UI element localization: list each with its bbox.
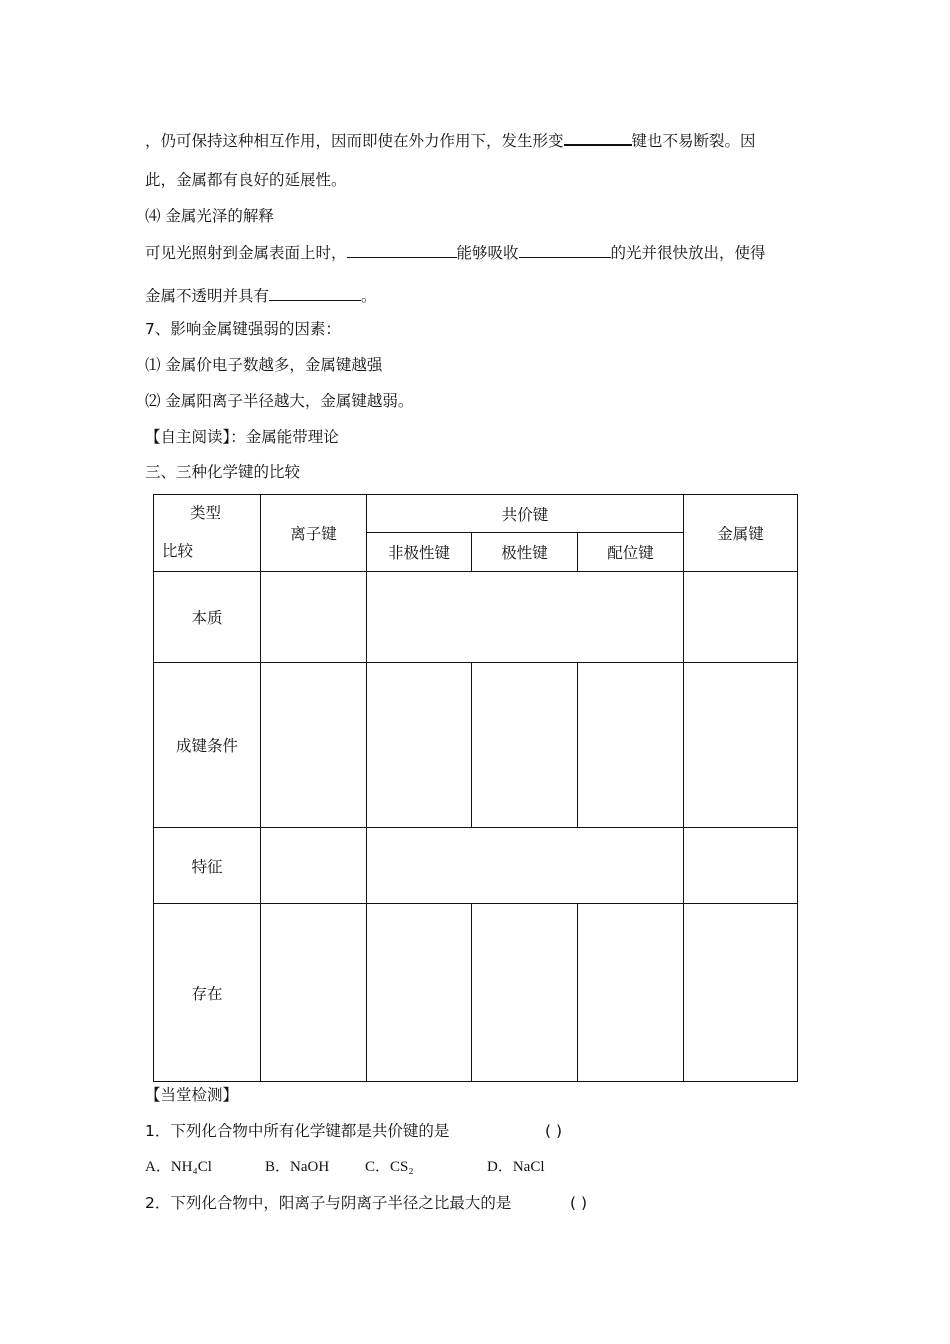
- comparison-table: [153, 494, 798, 1082]
- answer-paren[interactable]: ( ): [545, 1122, 563, 1140]
- fill-blank[interactable]: [347, 241, 457, 258]
- row-label-existence: 存在: [154, 904, 261, 1082]
- answer-paren[interactable]: ( ): [570, 1194, 588, 1212]
- question-2: [145, 1193, 588, 1213]
- table-cell[interactable]: [684, 904, 798, 1082]
- section-heading: ⑷ 金属光泽的解释: [145, 207, 274, 225]
- table-cell[interactable]: [261, 904, 367, 1082]
- table-cell[interactable]: [261, 663, 367, 828]
- text-line: [145, 128, 756, 151]
- header-coordinate: 配位键: [578, 533, 684, 572]
- table-cell[interactable]: [367, 663, 472, 828]
- option-c[interactable]: C．CS₂: [365, 1159, 414, 1175]
- section-heading: 7、影响金属键强弱的因素：: [145, 320, 341, 338]
- table-cell[interactable]: [261, 828, 367, 904]
- table-cell[interactable]: [578, 904, 684, 1082]
- corner-label-compare: 比较: [162, 542, 194, 560]
- table-cell[interactable]: [578, 663, 684, 828]
- table-corner-cell: [154, 495, 261, 572]
- table-cell[interactable]: [367, 904, 472, 1082]
- question-1: [145, 1121, 563, 1141]
- section-title: 三、三种化学键的比较: [145, 463, 301, 481]
- text-segment: 。: [361, 287, 377, 305]
- table-cell[interactable]: [684, 828, 798, 904]
- list-item: ⑴ 金属价电子数越多，金属键越强: [145, 356, 383, 374]
- text-segment: 金属不透明并具有: [145, 287, 270, 305]
- list-item: ⑵ 金属阳离子半径越大，金属键越弱。: [145, 392, 414, 410]
- option-b[interactable]: B．NaOH: [265, 1159, 330, 1175]
- table-cell[interactable]: [367, 572, 684, 663]
- fill-blank[interactable]: [564, 128, 632, 146]
- header-metallic: 金属键: [684, 495, 798, 572]
- text-line: [145, 241, 766, 263]
- text-line: [145, 284, 377, 306]
- header-ionic: 离子键: [261, 495, 367, 572]
- text-line: 此，金属都有良好的延展性。: [145, 171, 347, 189]
- option-d[interactable]: D．NaCl: [487, 1159, 545, 1175]
- row-label-features: 特征: [154, 828, 261, 904]
- table-cell[interactable]: [472, 663, 578, 828]
- table-cell[interactable]: [684, 663, 798, 828]
- header-polar: 极性键: [472, 533, 578, 572]
- header-covalent: 共价键: [367, 495, 684, 533]
- text-segment: 能够吸收: [456, 244, 519, 262]
- table-cell[interactable]: [472, 904, 578, 1082]
- text-segment: 键也不易断裂。因: [631, 132, 756, 150]
- section-heading: 【当堂检测】: [145, 1086, 239, 1104]
- table-cell[interactable]: [261, 572, 367, 663]
- fill-blank[interactable]: [269, 284, 361, 301]
- row-label-essence: 本质: [154, 572, 261, 663]
- fill-blank[interactable]: [519, 241, 611, 258]
- row-label-conditions: 成键条件: [154, 663, 261, 828]
- reading-heading: 【自主阅读】：金属能带理论: [145, 428, 339, 446]
- header-nonpolar: 非极性键: [367, 533, 472, 572]
- table-cell[interactable]: [367, 828, 684, 904]
- text-segment: ，仍可保持这种相互作用，因而即使在外力作用下，发生形变: [145, 132, 564, 150]
- text-segment: 的光并很快放出，使得: [610, 244, 766, 262]
- corner-label-type: 类型: [190, 504, 222, 522]
- text-segment: 可见光照射到金属表面上时，: [145, 244, 347, 262]
- table-cell[interactable]: [684, 572, 798, 663]
- question-text: 1．下列化合物中所有化学键都是共价键的是: [145, 1122, 450, 1140]
- option-a[interactable]: A．NH₄Cl: [145, 1159, 212, 1175]
- question-text: 2．下列化合物中，阳离子与阴离子半径之比最大的是: [145, 1194, 512, 1212]
